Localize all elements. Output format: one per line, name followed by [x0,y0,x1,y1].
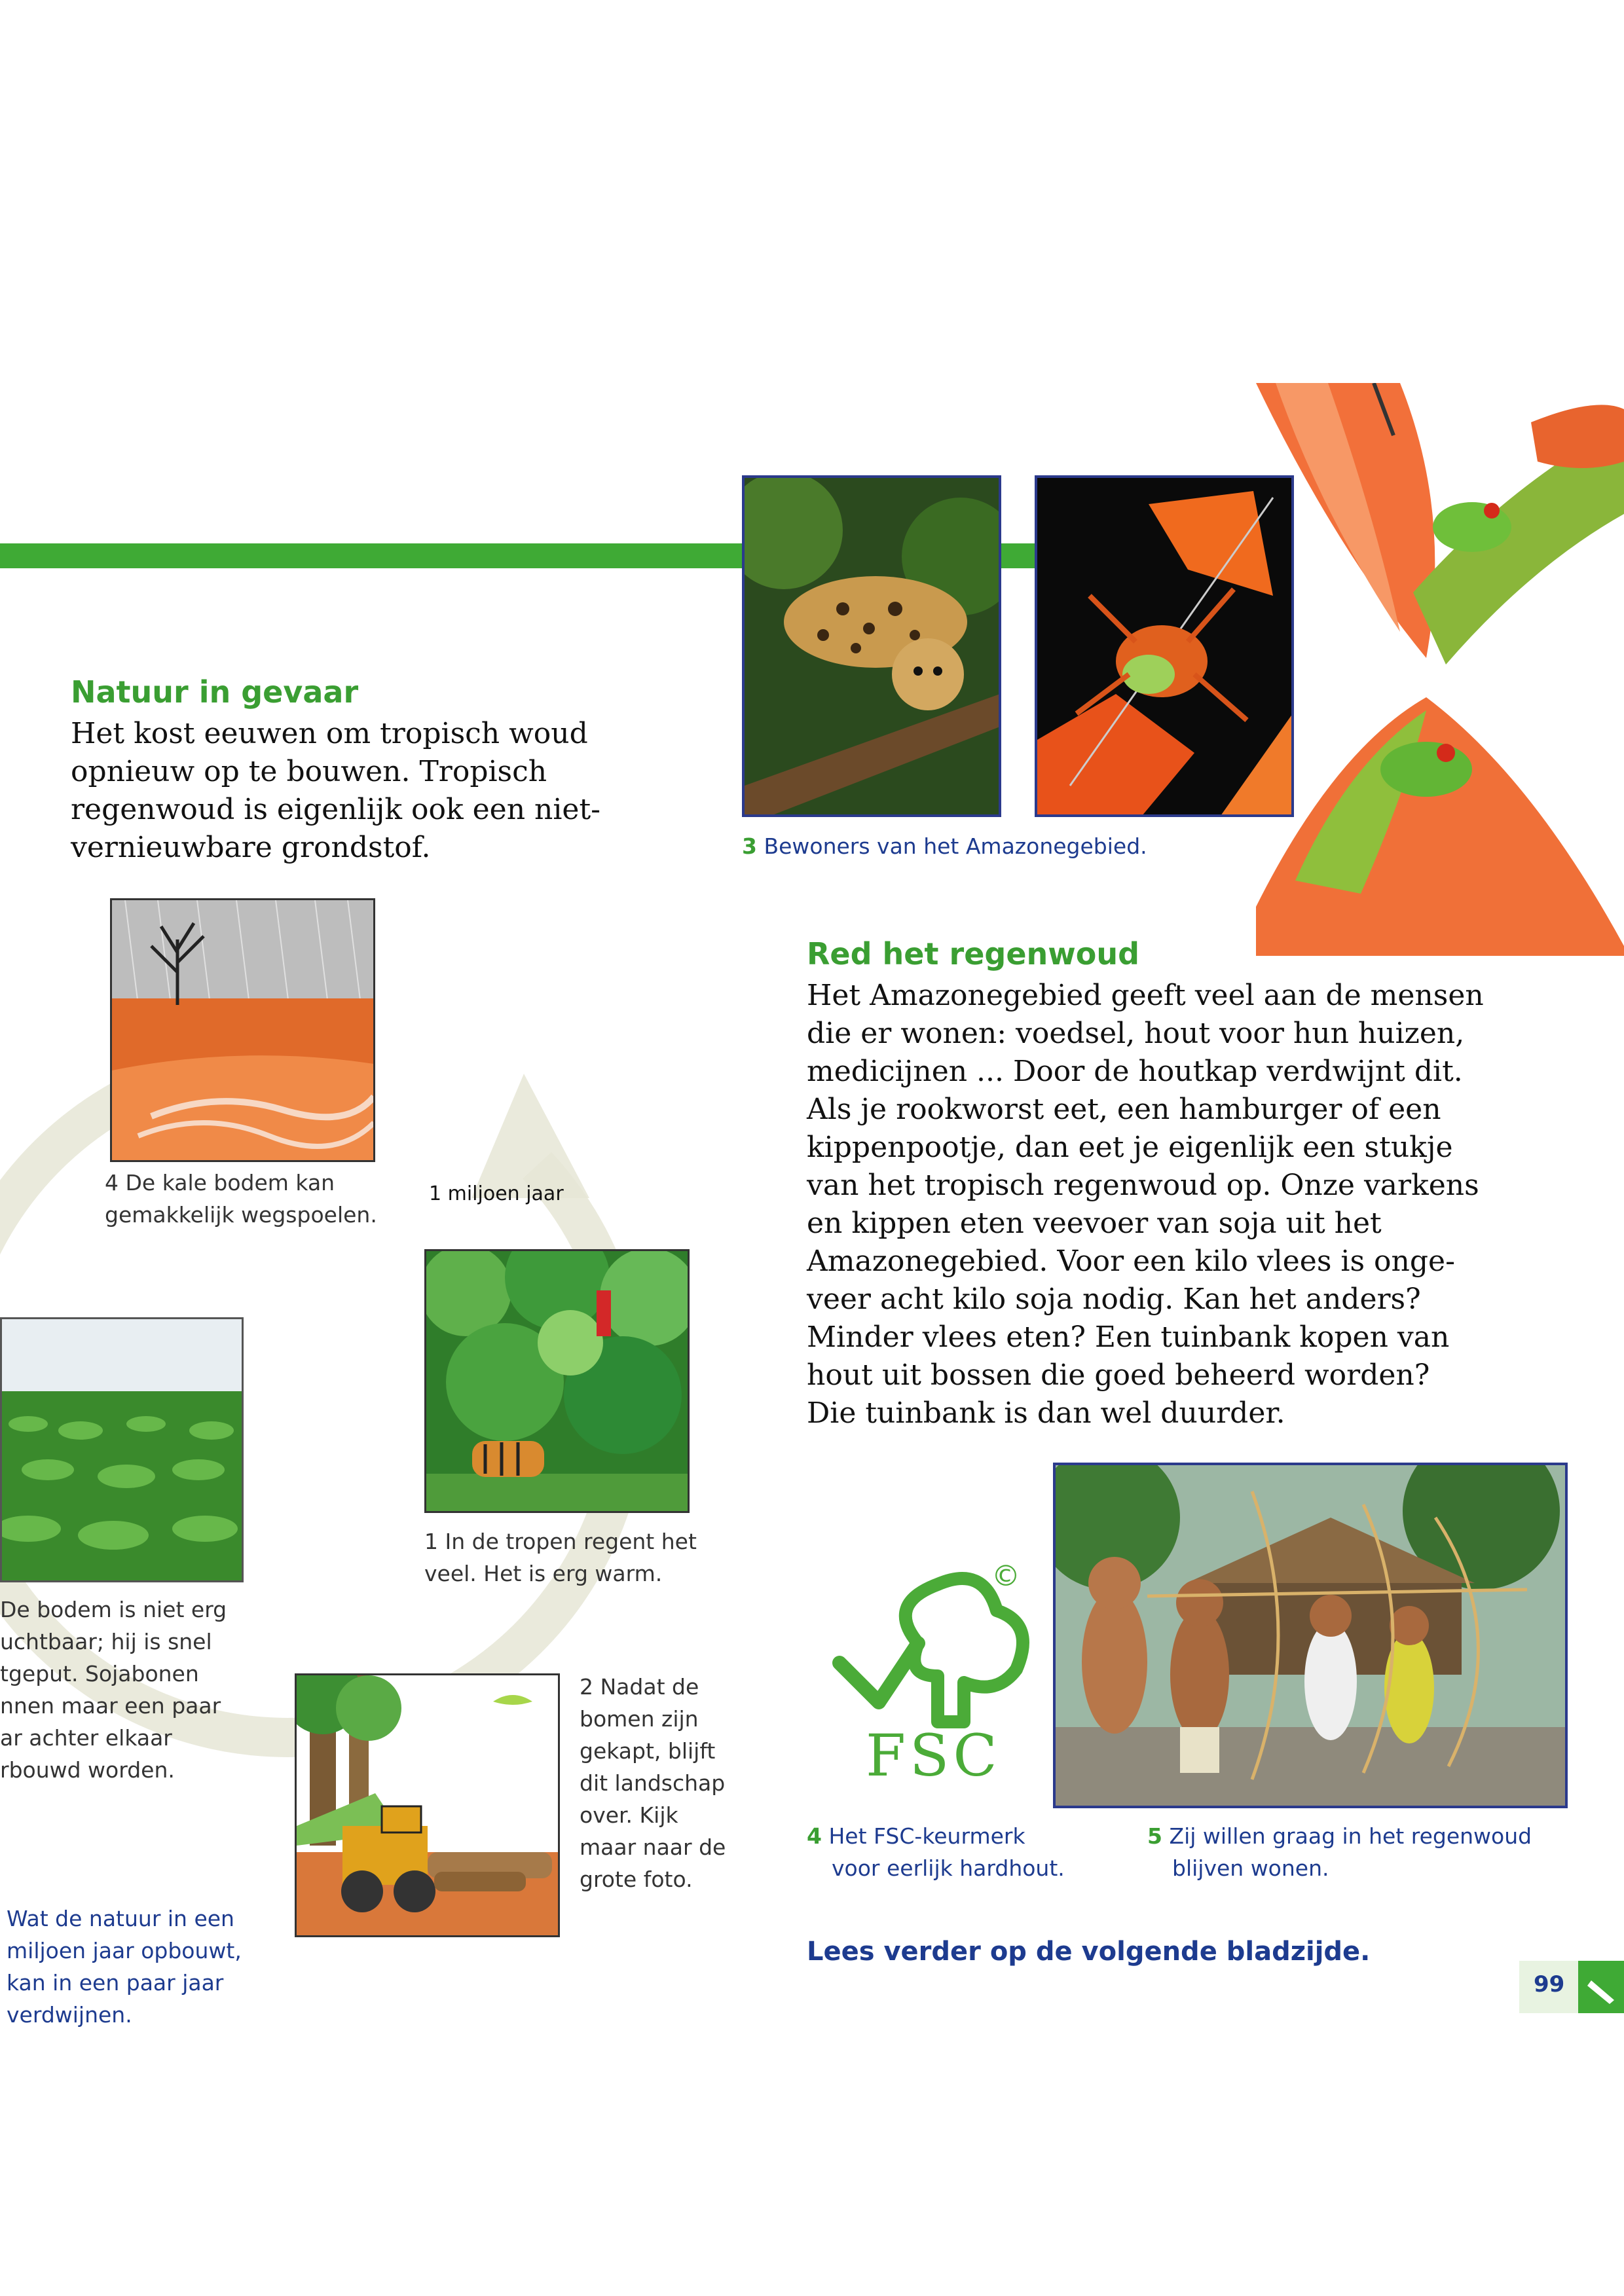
body-line: en kippen eten veevoer van soja uit het [807,1207,1382,1240]
illustration-rainforest [424,1249,690,1513]
fsc-logo-text: FSC [866,1722,1001,1789]
continue-reading-link[interactable]: Lees verder op de volgende bladzijde. [807,1937,1371,1967]
caption-line: tgeput. Sojabonen [0,1661,199,1686]
photo-spider [1035,475,1294,817]
caption-step4 [105,1167,377,1231]
caption-number: 5 [1147,1823,1162,1849]
body-line: Het Amazonegebied geeft veel aan de mensen [807,979,1484,1012]
body-line: medicijnen ... Door de houtkap verdwijnt dit. [807,1055,1463,1088]
caption-line: Het FSC-keurmerk [828,1823,1025,1849]
body-line: van het tropisch regenwoud op. Onze varkens [807,1169,1479,1202]
caption-photo3 [742,830,1147,862]
caption-line: grote foto. [580,1867,693,1892]
body-line: Die tuinbank is dan wel duurder. [807,1396,1285,1430]
section-body-regenwoud [807,977,1579,1432]
body-line: opnieuw op te bouwen. Tropisch [71,755,547,788]
summary-line: kan in een paar jaar [7,1970,224,1995]
body-line: veer acht kilo soja nodig. Kan het anders? [807,1283,1421,1316]
summary-line: verdwijnen. [7,2002,132,2028]
page-number: 99 [1534,1971,1565,1997]
caption-line: blijven wonen. [1172,1855,1329,1881]
body-line: Minder vlees eten? Een tuinbank kopen van [807,1321,1450,1354]
section-title-red-het-regenwoud: Red het regenwoud [807,936,1140,972]
caption-line: 2 Nadat de [580,1674,699,1700]
caption-line: nnen maar een paar [0,1693,221,1719]
photo-ocelot [742,475,1001,817]
photo-frogs-heliconia [1256,383,1624,956]
copyright-icon: © [991,1559,1020,1593]
caption-line: De bodem is niet erg [0,1597,227,1622]
body-line: Amazonegebied. Voor een kilo vlees is onge- [807,1245,1455,1278]
caption-line: ar achter elkaar [0,1725,172,1751]
caption-line: veel. Het is erg warm. [424,1561,663,1586]
caption-line: gekapt, blijft [580,1738,716,1764]
caption-line: dit landschap [580,1770,726,1796]
body-line: kippenpootje, dan eet je eigenlijk een stukje [807,1131,1453,1164]
caption-line: voor eerlijk hardhout. [832,1855,1065,1881]
caption-line: maar naar de [580,1834,726,1860]
fsc-logo [826,1559,1043,1800]
body-line: vernieuwbare grondstof. [71,831,431,864]
body-line: regenwoud is eigenlijk ook een niet- [71,793,601,826]
caption-step3 [0,1594,227,1786]
caption-line: rbouwd worden. [0,1757,175,1783]
illustration-bare-soil [110,898,375,1162]
caption-line: uchtbaar; hij is snel [0,1629,212,1654]
caption-photo5 [1147,1820,1532,1884]
caption-step2 [580,1671,726,1895]
caption-line: bomen zijn [580,1706,699,1732]
summary-line: Wat de natuur in een [7,1906,234,1931]
caption-text: Bewoners van het Amazonegebied. [764,833,1147,859]
body-line: die er wonen: voedsel, hout voor hun huizen, [807,1017,1465,1050]
body-line: Het kost eeuwen om tropisch woud [71,717,588,750]
photo-soy-field [0,1317,244,1582]
pencil-icon [1578,1961,1624,2013]
body-line: hout uit bossen die goed beheerd worden? [807,1358,1430,1392]
photo-children-archers [1053,1463,1568,1808]
caption-fsc [807,1820,1065,1884]
illustration-logging [295,1673,560,1937]
section-body-natuur [71,715,660,867]
caption-line: over. Kijk [580,1802,678,1828]
body-line: Als je rookworst eet, een hamburger of een [807,1093,1441,1126]
caption-line: 1 In de tropen regent het [424,1529,697,1554]
page-number-tab [1519,1961,1624,2013]
summary-line: miljoen jaar opbouwt, [7,1938,242,1963]
caption-line: 4 De kale bodem kan [105,1170,335,1195]
caption-line: Zij willen graag in het regenwoud [1169,1823,1532,1849]
caption-line: gemakkelijk wegspoelen. [105,1202,377,1228]
caption-number: 3 [742,833,757,859]
cycle-summary [7,1903,242,2031]
section-title-natuur: Natuur in gevaar [71,674,359,710]
caption-number: 4 [807,1823,822,1849]
caption-step1 [424,1525,697,1590]
duration-label: 1 miljoen jaar [429,1182,564,1205]
page-tab-green [1578,1961,1624,2013]
